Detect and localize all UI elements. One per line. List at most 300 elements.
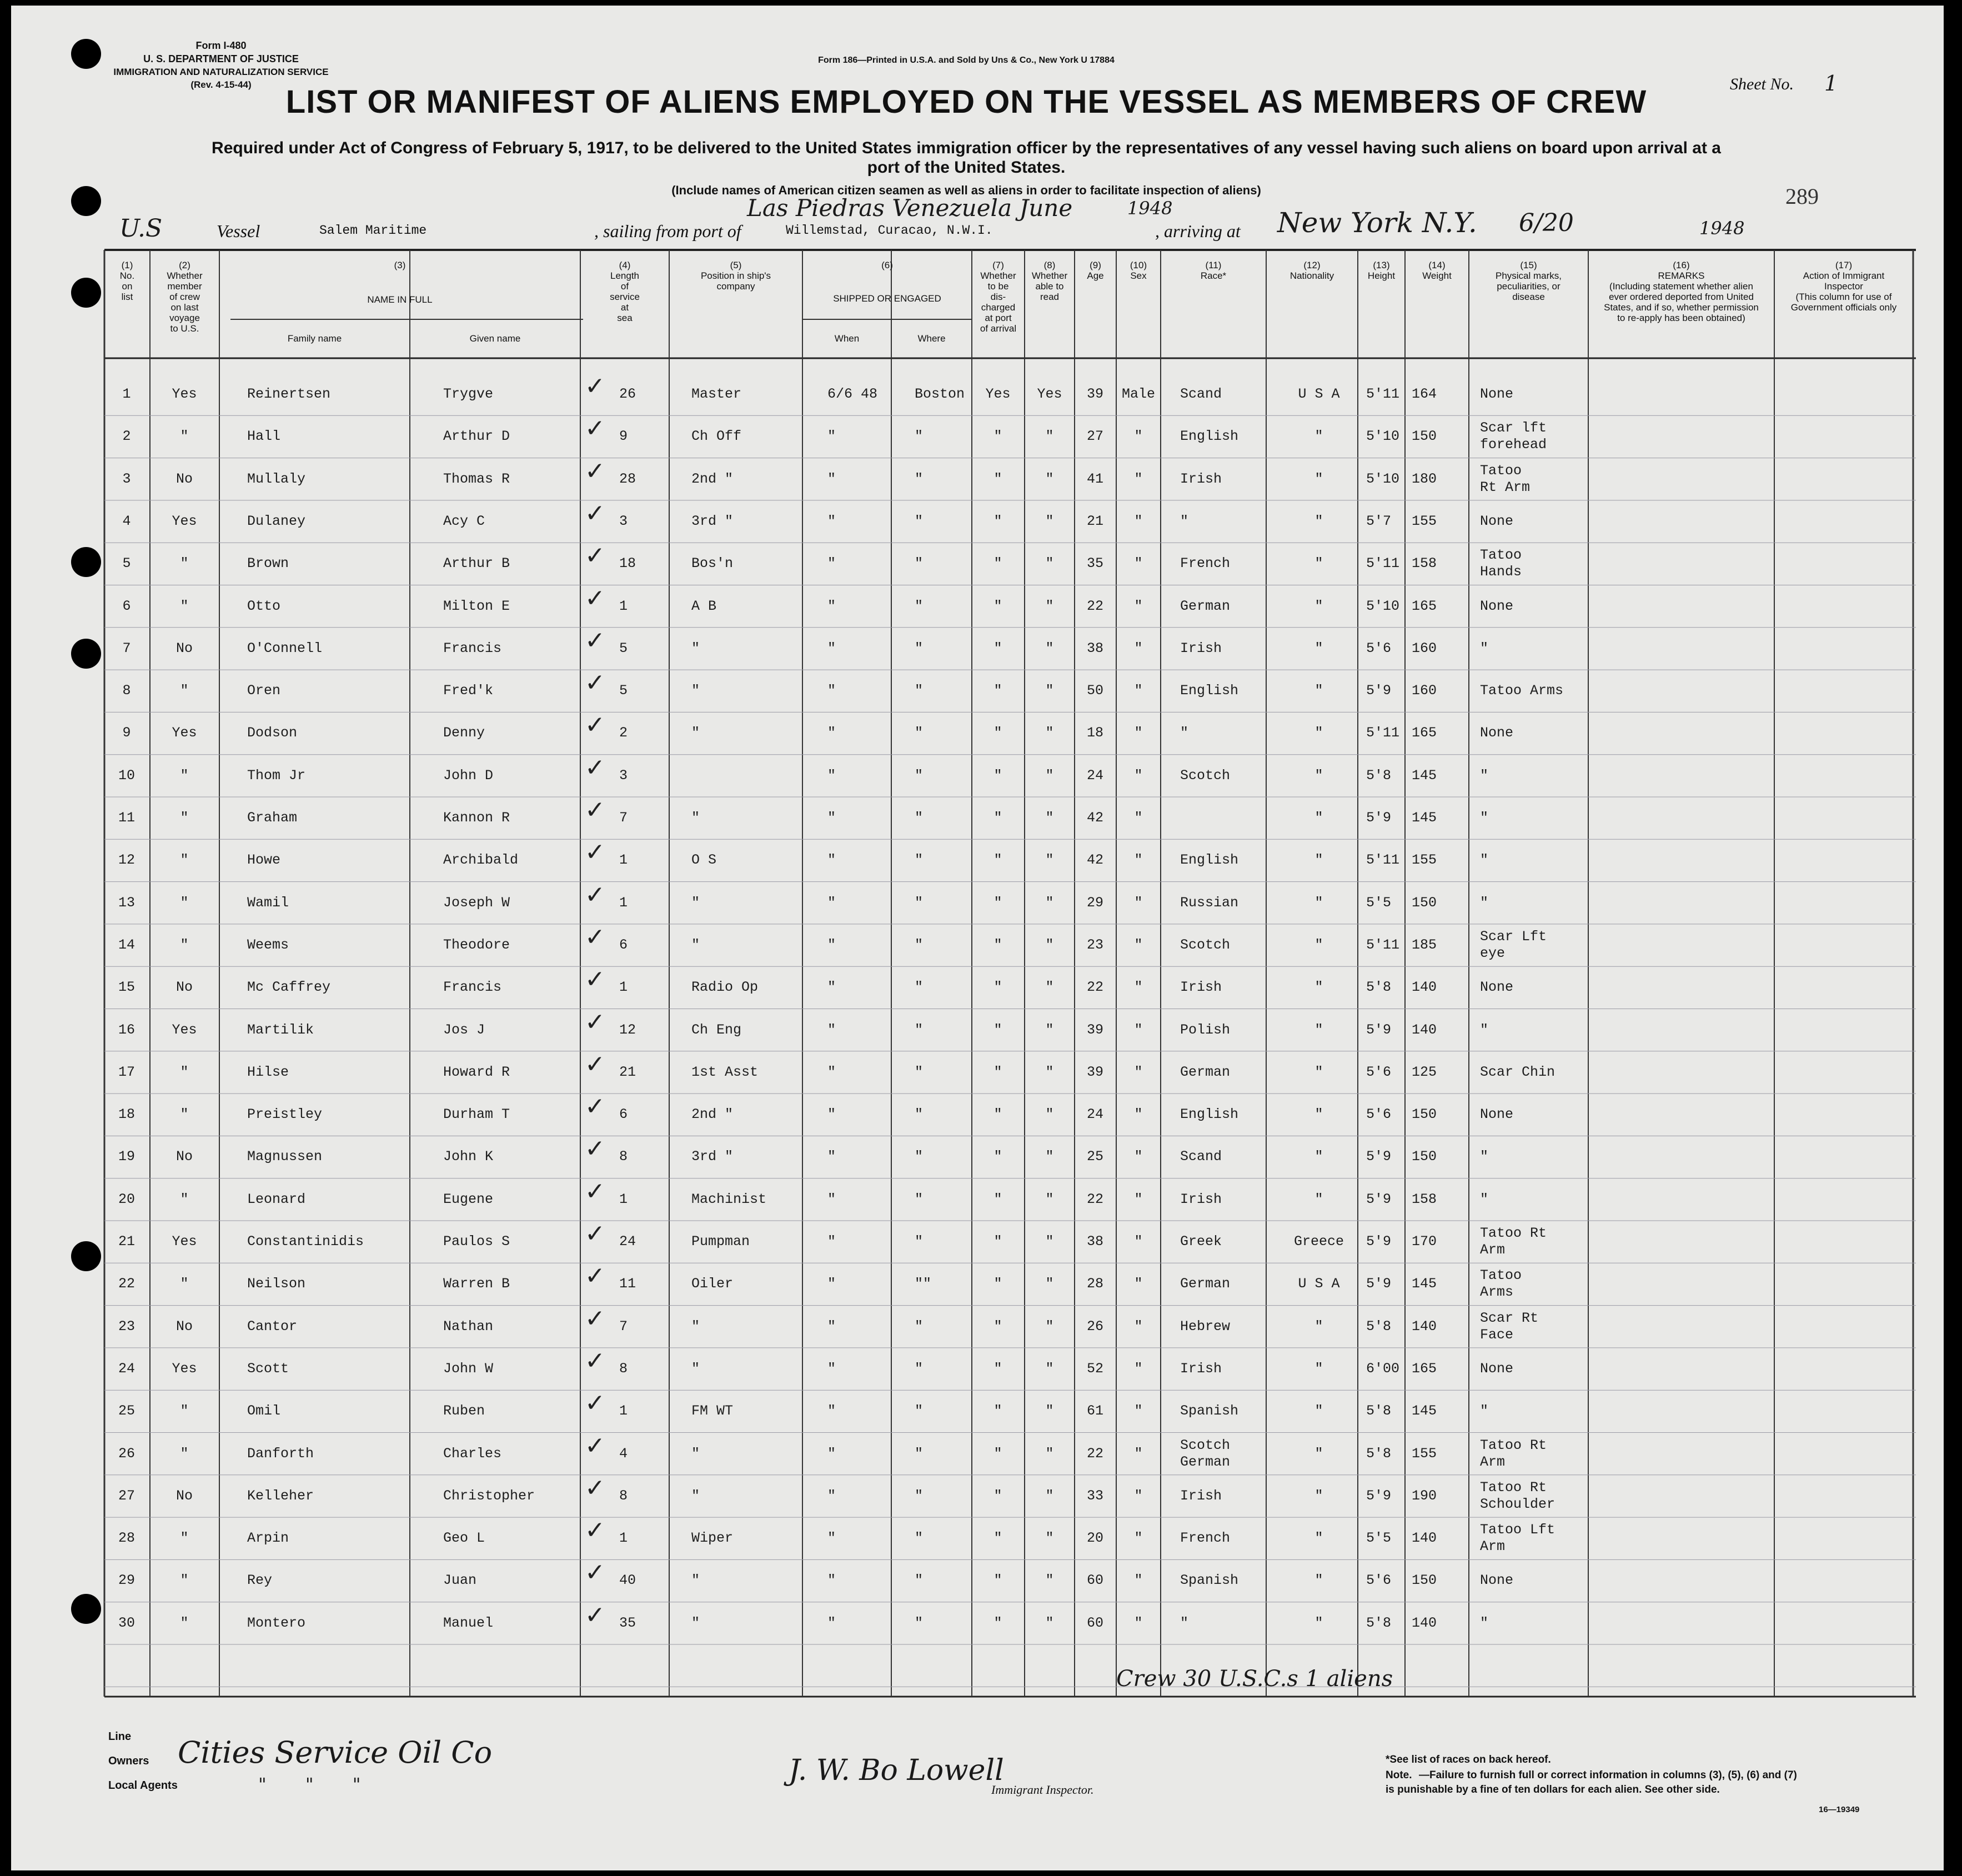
check-mark: ✓ bbox=[585, 965, 605, 994]
cell-position: " bbox=[691, 725, 700, 741]
cell-given-name: Francis bbox=[443, 640, 502, 656]
cell-row-number: 17 bbox=[118, 1064, 136, 1080]
header-col-10-line: Sex bbox=[1130, 270, 1147, 281]
cell-race: Irish bbox=[1180, 1360, 1222, 1377]
cell-able-to-read: " bbox=[1045, 1106, 1054, 1123]
cell-race: Russian bbox=[1180, 894, 1239, 911]
cell-height: 5'9 bbox=[1366, 1148, 1392, 1165]
cell-position: Pumpman bbox=[691, 1233, 750, 1250]
cell-crew-status: No bbox=[175, 640, 193, 656]
header-col-8-line: able to bbox=[1035, 281, 1064, 292]
cell-row-number: 4 bbox=[122, 513, 131, 529]
header-col-5-line: (5) bbox=[730, 260, 742, 270]
cell-able-to-read: " bbox=[1045, 1233, 1054, 1250]
cell-height: 5'11 bbox=[1366, 555, 1400, 572]
check-mark: ✓ bbox=[585, 838, 605, 867]
cell-family-name: Dodson bbox=[247, 725, 298, 741]
cell-shipped-when: " bbox=[827, 1106, 836, 1123]
cell-sex: " bbox=[1134, 852, 1143, 869]
header-col-12 bbox=[1268, 260, 1357, 281]
header-col-10 bbox=[1119, 260, 1158, 281]
cell-family-name: Cantor bbox=[247, 1318, 298, 1335]
cell-shipped-where: " bbox=[915, 936, 924, 953]
cell-discharged: " bbox=[993, 513, 1002, 529]
header-col-17-line: Action of Immigrant bbox=[1803, 270, 1885, 281]
form-code: 16—19349 bbox=[1819, 1805, 1860, 1814]
cell-service-years: 8 bbox=[619, 1487, 628, 1504]
header-col-3-num-line: (3) bbox=[394, 260, 406, 270]
cell-service-years: 11 bbox=[619, 1276, 636, 1292]
cell-physical-marks: " bbox=[1480, 852, 1489, 869]
cell-height: 5'6 bbox=[1366, 640, 1392, 656]
cell-weight: 140 bbox=[1412, 1530, 1437, 1547]
cell-race: German bbox=[1180, 1064, 1231, 1080]
cell-given-name: Arthur D bbox=[443, 428, 510, 445]
header-col-16-line: (16) bbox=[1673, 260, 1690, 270]
cell-age: 39 bbox=[1086, 1064, 1104, 1080]
cell-shipped-where: " bbox=[915, 767, 924, 784]
cell-service-years: 2 bbox=[619, 725, 628, 741]
cell-height: 5'8 bbox=[1366, 1614, 1392, 1631]
cell-able-to-read: " bbox=[1045, 1318, 1054, 1335]
cell-crew-status: " bbox=[180, 1445, 189, 1462]
cell-row-number: 11 bbox=[118, 810, 136, 826]
cell-physical-marks: Scar Lft eye bbox=[1480, 928, 1547, 961]
cell-given-name: Manuel bbox=[443, 1614, 494, 1631]
check-mark: ✓ bbox=[585, 499, 605, 528]
cell-position: Ch Eng bbox=[691, 1021, 742, 1038]
cell-family-name: Mullaly bbox=[247, 470, 306, 487]
cell-physical-marks: None bbox=[1480, 1106, 1514, 1123]
cell-race: " bbox=[1180, 1614, 1189, 1631]
cell-able-to-read: " bbox=[1045, 1276, 1054, 1292]
check-mark: ✓ bbox=[585, 1473, 605, 1502]
cell-shipped-where: " bbox=[915, 1445, 924, 1462]
cell-height: 5'8 bbox=[1366, 979, 1392, 996]
cell-discharged: " bbox=[993, 1148, 1002, 1165]
cell-race: Irish bbox=[1180, 1191, 1222, 1207]
cell-shipped-when: " bbox=[827, 894, 836, 911]
cell-weight: 140 bbox=[1412, 1318, 1437, 1335]
cell-family-name: Reinertsen bbox=[247, 386, 331, 402]
arriving-date: 6/20 bbox=[1519, 209, 1574, 237]
local-agents-label: Local Agents bbox=[108, 1779, 178, 1792]
cell-able-to-read: " bbox=[1045, 767, 1054, 784]
cell-shipped-where: " bbox=[915, 1614, 924, 1631]
cell-service-years: 7 bbox=[619, 810, 628, 826]
cell-age: 28 bbox=[1086, 1276, 1104, 1292]
check-mark: ✓ bbox=[585, 669, 605, 698]
header-family-name bbox=[232, 333, 398, 344]
cell-age: 20 bbox=[1086, 1530, 1104, 1547]
cell-race: English bbox=[1180, 428, 1239, 445]
check-mark: ✓ bbox=[585, 1007, 605, 1036]
cell-position: Master bbox=[691, 386, 742, 402]
cell-physical-marks: None bbox=[1480, 725, 1514, 741]
cell-able-to-read: " bbox=[1045, 1487, 1054, 1504]
cell-shipped-where: " bbox=[915, 1021, 924, 1038]
check-mark: ✓ bbox=[585, 1516, 605, 1545]
cell-age: 60 bbox=[1086, 1614, 1104, 1631]
cell-discharged: " bbox=[993, 683, 1002, 699]
cell-position: Radio Op bbox=[691, 979, 759, 996]
cell-given-name: Arthur B bbox=[443, 555, 510, 572]
cell-nationality: " bbox=[1314, 725, 1323, 741]
cell-shipped-where: " bbox=[915, 979, 924, 996]
header-col-5-line: Position in ship's bbox=[700, 270, 771, 281]
cell-able-to-read: Yes bbox=[1037, 386, 1062, 402]
cell-weight: 164 bbox=[1412, 386, 1437, 402]
cell-nationality: " bbox=[1314, 640, 1323, 656]
header-col-2-line: of crew bbox=[169, 292, 200, 302]
header-col-8 bbox=[1025, 260, 1075, 302]
cell-able-to-read: " bbox=[1045, 1445, 1054, 1462]
cell-age: 38 bbox=[1086, 640, 1104, 656]
cell-weight: 190 bbox=[1412, 1487, 1437, 1504]
cell-family-name: Danforth bbox=[247, 1445, 314, 1462]
cell-position: " bbox=[691, 936, 700, 953]
cell-discharged: " bbox=[993, 470, 1002, 487]
header-col-1-line: list bbox=[121, 292, 133, 302]
cell-shipped-when: " bbox=[827, 513, 836, 529]
cell-service-years: 5 bbox=[619, 683, 628, 699]
us-mark: U.S bbox=[119, 214, 163, 243]
header-col-4-line: service bbox=[610, 292, 640, 302]
cell-physical-marks: " bbox=[1480, 767, 1489, 784]
cell-able-to-read: " bbox=[1045, 1530, 1054, 1547]
cell-shipped-where: " bbox=[915, 1318, 924, 1335]
header-col-13-line: (13) bbox=[1373, 260, 1390, 270]
cell-row-number: 18 bbox=[118, 1106, 136, 1123]
cell-height: 5'9 bbox=[1366, 810, 1392, 826]
header-col-7-line: Whether bbox=[980, 270, 1016, 281]
header-col-9-line: (9) bbox=[1090, 260, 1101, 270]
cell-physical-marks: Tatoo Rt Arm bbox=[1480, 1437, 1547, 1470]
cell-discharged: " bbox=[993, 1318, 1002, 1335]
cell-sex: " bbox=[1134, 810, 1143, 826]
header-col-15-line: peculiarities, or bbox=[1497, 281, 1560, 292]
cell-shipped-when: " bbox=[827, 470, 836, 487]
sailing-port: Willemstad, Curacao, N.W.I. bbox=[786, 223, 993, 238]
cell-service-years: 1 bbox=[619, 1403, 628, 1419]
cell-service-years: 3 bbox=[619, 767, 628, 784]
cell-crew-status: Yes bbox=[172, 1360, 197, 1377]
cell-row-number: 1 bbox=[122, 386, 131, 402]
note-label: Note. bbox=[1386, 1769, 1412, 1781]
vessel-name: Salem Maritime bbox=[319, 223, 427, 238]
required-line-2: port of the United States. bbox=[867, 158, 1066, 177]
header-col-2-line: to U.S. bbox=[170, 323, 199, 334]
header-col-11-line: (11) bbox=[1205, 260, 1222, 270]
stamp-number: 289 bbox=[1785, 184, 1819, 209]
cell-service-years: 24 bbox=[619, 1233, 636, 1250]
cell-row-number: 22 bbox=[118, 1276, 136, 1292]
cell-nationality: " bbox=[1314, 1021, 1323, 1038]
cell-physical-marks: " bbox=[1480, 1614, 1489, 1631]
cell-weight: 140 bbox=[1412, 979, 1437, 996]
cell-age: 24 bbox=[1086, 1106, 1104, 1123]
cell-weight: 125 bbox=[1412, 1064, 1437, 1080]
cell-crew-status: " bbox=[180, 1572, 189, 1589]
cell-position: O S bbox=[691, 852, 717, 869]
cell-position: Oiler bbox=[691, 1276, 734, 1292]
cell-sex: " bbox=[1134, 1614, 1143, 1631]
cell-able-to-read: " bbox=[1045, 894, 1054, 911]
cell-physical-marks: None bbox=[1480, 386, 1514, 402]
cell-race: Irish bbox=[1180, 979, 1222, 996]
header-col-15-line: disease bbox=[1512, 292, 1545, 302]
cell-given-name: John D bbox=[443, 767, 494, 784]
header-where bbox=[893, 333, 971, 344]
cell-family-name: Brown bbox=[247, 555, 289, 572]
cell-discharged: " bbox=[993, 1276, 1002, 1292]
cell-shipped-when: " bbox=[827, 1148, 836, 1165]
cell-given-name: Archibald bbox=[443, 852, 519, 869]
check-mark: ✓ bbox=[585, 1431, 605, 1460]
cell-age: 24 bbox=[1086, 767, 1104, 784]
header-col-6-title-line: SHIPPED OR ENGAGED bbox=[833, 293, 941, 304]
cell-weight: 158 bbox=[1412, 555, 1437, 572]
check-mark: ✓ bbox=[585, 796, 605, 824]
header-col-7-line: charged bbox=[981, 302, 1016, 313]
crew-count-annotation: Crew 30 U.S.C.s 1 aliens bbox=[1116, 1666, 1393, 1692]
cell-service-years: 8 bbox=[619, 1360, 628, 1377]
check-mark: ✓ bbox=[585, 1304, 605, 1333]
cell-nationality: " bbox=[1314, 979, 1323, 996]
cell-sex: " bbox=[1134, 1064, 1143, 1080]
cell-able-to-read: " bbox=[1045, 683, 1054, 699]
header-col-8-line: (8) bbox=[1043, 260, 1056, 270]
cell-discharged: " bbox=[993, 1233, 1002, 1250]
cell-family-name: Graham bbox=[247, 810, 298, 826]
header-col-7 bbox=[974, 260, 1023, 334]
cell-crew-status: " bbox=[180, 1191, 189, 1207]
cell-crew-status: " bbox=[180, 894, 189, 911]
cell-physical-marks: None bbox=[1480, 513, 1514, 529]
cell-shipped-where: " bbox=[915, 810, 924, 826]
cell-row-number: 25 bbox=[118, 1403, 136, 1419]
cell-position: 2nd " bbox=[691, 470, 734, 487]
cell-height: 5'8 bbox=[1366, 1445, 1392, 1462]
cell-service-years: 28 bbox=[619, 470, 636, 487]
cell-weight: 170 bbox=[1412, 1233, 1437, 1250]
cell-service-years: 1 bbox=[619, 1530, 628, 1547]
cell-crew-status: No bbox=[175, 1148, 193, 1165]
cell-discharged: " bbox=[993, 428, 1002, 445]
cell-family-name: Omil bbox=[247, 1403, 281, 1419]
cell-weight: 150 bbox=[1412, 1148, 1437, 1165]
cell-height: 5'6 bbox=[1366, 1572, 1392, 1589]
cell-shipped-where: " bbox=[915, 1106, 924, 1123]
owners-label: Owners bbox=[108, 1755, 149, 1767]
arriving-year: 1948 bbox=[1699, 218, 1745, 239]
header-col-2-line: (2) bbox=[179, 260, 190, 270]
check-mark: ✓ bbox=[585, 1135, 605, 1163]
cell-shipped-when: " bbox=[827, 979, 836, 996]
cell-nationality: " bbox=[1314, 1191, 1323, 1207]
cell-family-name: Rey bbox=[247, 1572, 273, 1589]
cell-nationality: U S A bbox=[1298, 386, 1340, 402]
note-text: —Failure to furnish full or correct information in columns (3), (5), (6) and (7) bbox=[1419, 1769, 1797, 1781]
cell-age: 39 bbox=[1086, 1021, 1104, 1038]
sailing-label: , sailing from port of bbox=[594, 221, 741, 241]
cell-race: English bbox=[1180, 852, 1239, 869]
department: U. S. DEPARTMENT OF JUSTICE bbox=[143, 53, 299, 64]
cell-service-years: 1 bbox=[619, 979, 628, 996]
cell-able-to-read: " bbox=[1045, 1148, 1054, 1165]
cell-sex: " bbox=[1134, 1191, 1143, 1207]
cell-shipped-where: " bbox=[915, 1233, 924, 1250]
cell-shipped-where: " bbox=[915, 1360, 924, 1377]
cell-given-name: John K bbox=[443, 1148, 494, 1165]
cell-family-name: Mc Caffrey bbox=[247, 979, 331, 996]
cell-race: English bbox=[1180, 683, 1239, 699]
cell-race: Irish bbox=[1180, 640, 1222, 656]
cell-row-number: 20 bbox=[118, 1191, 136, 1207]
cell-given-name: Geo L bbox=[443, 1530, 485, 1547]
cell-family-name: Scott bbox=[247, 1360, 289, 1377]
cell-age: 50 bbox=[1086, 683, 1104, 699]
cell-shipped-where: " bbox=[915, 598, 924, 614]
cell-given-name: Eugene bbox=[443, 1191, 494, 1207]
header-col-15-line: Physical marks, bbox=[1495, 270, 1562, 281]
cell-row-number: 2 bbox=[122, 428, 131, 445]
cell-crew-status: " bbox=[180, 767, 189, 784]
header-col-14 bbox=[1407, 260, 1468, 281]
cell-nationality: " bbox=[1314, 1360, 1323, 1377]
cell-crew-status: " bbox=[180, 428, 189, 445]
cell-race: Spanish bbox=[1180, 1403, 1239, 1419]
cell-service-years: 21 bbox=[619, 1064, 636, 1080]
cell-race: French bbox=[1180, 1530, 1231, 1547]
cell-given-name: John W bbox=[443, 1360, 494, 1377]
cell-family-name: Montero bbox=[247, 1614, 306, 1631]
cell-weight: 160 bbox=[1412, 683, 1437, 699]
cell-shipped-where: " bbox=[915, 1403, 924, 1419]
cell-weight: 165 bbox=[1412, 725, 1437, 741]
cell-position: " bbox=[691, 1572, 700, 1589]
cell-able-to-read: " bbox=[1045, 1064, 1054, 1080]
header-col-3-title-line: NAME IN FULL bbox=[367, 294, 433, 305]
cell-sex: " bbox=[1134, 1445, 1143, 1462]
header-col-17-line: (17) bbox=[1835, 260, 1853, 270]
cell-row-number: 7 bbox=[122, 640, 131, 656]
cell-age: 33 bbox=[1086, 1487, 1104, 1504]
cell-nationality: " bbox=[1314, 598, 1323, 614]
cell-weight: 180 bbox=[1412, 470, 1437, 487]
cell-nationality: " bbox=[1314, 894, 1323, 911]
cell-position: " bbox=[691, 1318, 700, 1335]
cell-height: 5'11 bbox=[1366, 936, 1400, 953]
cell-weight: 140 bbox=[1412, 1021, 1437, 1038]
cell-position: Machinist bbox=[691, 1191, 767, 1207]
cell-position: 2nd " bbox=[691, 1106, 734, 1123]
cell-height: 5'10 bbox=[1366, 470, 1400, 487]
cell-race: Scotch German bbox=[1180, 1437, 1231, 1470]
cell-weight: 158 bbox=[1412, 1191, 1437, 1207]
cell-family-name: Preistley bbox=[247, 1106, 323, 1123]
header-col-9-line: Age bbox=[1087, 270, 1104, 281]
check-mark: ✓ bbox=[585, 1558, 605, 1587]
sheet-label: Sheet No. bbox=[1730, 75, 1794, 93]
cell-age: 38 bbox=[1086, 1233, 1104, 1250]
cell-weight: 155 bbox=[1412, 1445, 1437, 1462]
cell-row-number: 28 bbox=[118, 1530, 136, 1547]
header-col-2-line: on last bbox=[170, 302, 199, 313]
cell-physical-marks: Tatoo Arms bbox=[1480, 1267, 1522, 1301]
cell-given-name: Durham T bbox=[443, 1106, 510, 1123]
races-note: *See list of races on back hereof. bbox=[1386, 1754, 1551, 1765]
cell-able-to-read: " bbox=[1045, 725, 1054, 741]
header-col-7-line: to be bbox=[987, 281, 1009, 292]
sailing-year: 1948 bbox=[1127, 198, 1173, 219]
cell-position: 3rd " bbox=[691, 1148, 734, 1165]
check-mark: ✓ bbox=[585, 541, 605, 570]
cell-crew-status: Yes bbox=[172, 513, 197, 529]
cell-position: Bos'n bbox=[691, 555, 734, 572]
check-mark: ✓ bbox=[585, 1177, 605, 1206]
cell-shipped-when: " bbox=[827, 1318, 836, 1335]
cell-given-name: Theodore bbox=[443, 936, 510, 953]
cell-family-name: Howe bbox=[247, 852, 281, 869]
cell-crew-status: " bbox=[180, 1614, 189, 1631]
owners-value: Cities Service Oil Co bbox=[178, 1735, 493, 1770]
cell-height: 5'10 bbox=[1366, 428, 1400, 445]
cell-discharged: " bbox=[993, 598, 1002, 614]
cell-height: 5'11 bbox=[1366, 725, 1400, 741]
cell-race: German bbox=[1180, 1276, 1231, 1292]
cell-age: 22 bbox=[1086, 1445, 1104, 1462]
cell-nationality: " bbox=[1314, 1487, 1323, 1504]
cell-shipped-when: " bbox=[827, 1614, 836, 1631]
cell-nationality: " bbox=[1314, 1530, 1323, 1547]
check-mark: ✓ bbox=[585, 414, 605, 443]
cell-family-name: Wamil bbox=[247, 894, 289, 911]
cell-physical-marks: Tatoo Arms bbox=[1480, 683, 1564, 699]
cell-height: 5'9 bbox=[1366, 683, 1392, 699]
cell-given-name: Ruben bbox=[443, 1403, 485, 1419]
cell-weight: 165 bbox=[1412, 598, 1437, 614]
check-mark: ✓ bbox=[585, 880, 605, 909]
cell-race: Scand bbox=[1180, 386, 1222, 402]
cell-discharged: " bbox=[993, 1445, 1002, 1462]
check-mark: ✓ bbox=[585, 1220, 605, 1248]
manifest-page bbox=[11, 6, 1944, 1870]
cell-sex: " bbox=[1134, 1572, 1143, 1589]
cell-shipped-where: " bbox=[915, 513, 924, 529]
line-label: Line bbox=[108, 1730, 132, 1743]
cell-weight: 145 bbox=[1412, 810, 1437, 826]
cell-position: " bbox=[691, 1614, 700, 1631]
header-col-5 bbox=[675, 260, 797, 292]
cell-sex: " bbox=[1134, 979, 1143, 996]
cell-shipped-where: " bbox=[915, 683, 924, 699]
header-col-4-line: of bbox=[620, 281, 629, 292]
cell-sex: " bbox=[1134, 894, 1143, 911]
local-agents-value: " " " bbox=[258, 1774, 361, 1795]
cell-nationality: " bbox=[1314, 470, 1323, 487]
cell-age: 39 bbox=[1086, 386, 1104, 402]
cell-weight: 165 bbox=[1412, 1360, 1437, 1377]
header-col-12-line: (12) bbox=[1303, 260, 1321, 270]
cell-shipped-when: " bbox=[827, 1021, 836, 1038]
cell-sex: " bbox=[1134, 470, 1143, 487]
cell-nationality: " bbox=[1314, 683, 1323, 699]
cell-crew-status: No bbox=[175, 470, 193, 487]
service-name: IMMIGRATION AND NATURALIZATION SERVICE bbox=[113, 67, 329, 77]
cell-family-name: Hilse bbox=[247, 1064, 289, 1080]
cell-crew-status: Yes bbox=[172, 725, 197, 741]
